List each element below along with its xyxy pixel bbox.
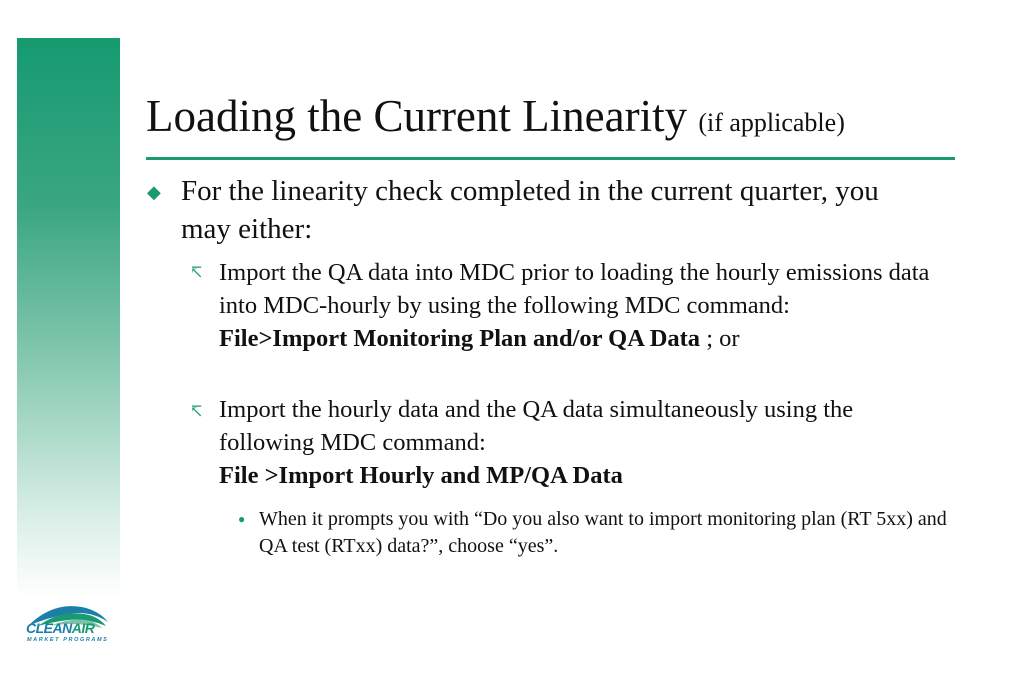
diamond-bullet-icon: ◆ — [147, 182, 161, 202]
page-title — [146, 88, 845, 151]
title-divider — [146, 157, 955, 160]
logo-tagline: MARKET PROGRAMS — [27, 637, 109, 643]
intro-bullet: For the linearity check completed in the current quarter, you may either: — [181, 175, 879, 245]
option1-bullet — [219, 256, 939, 355]
dot-bullet-icon: ● — [238, 512, 246, 526]
arrow-bullet-icon: ↸ — [190, 404, 204, 421]
option2-text: Import the hourly data and the QA data simultaneously using the following MDC command: — [219, 396, 854, 456]
prompt-note: When it prompts you with “Do you also want to import monitoring plan (RT 5xx) and QA test (RTxx) data?”, choose “yes”. — [259, 508, 947, 557]
option2-bullet — [219, 393, 939, 492]
title-note: (if applicable) — [698, 108, 845, 137]
option1-text: Import the QA data into MDC prior to loading the hourly emissions data into MDC-hourly by using the following MDC command: — [219, 259, 930, 319]
title-main: Loading the Current Linearity — [146, 91, 688, 141]
arrow-bullet-icon: ↸ — [190, 265, 204, 282]
option1-suffix: ; or — [700, 325, 740, 352]
option2-command: File >Import Hourly and MP/QA Data — [219, 462, 623, 489]
logo-word-air: AIR — [71, 620, 95, 636]
option1-command: File>Import Monitoring Plan and/or QA Data — [219, 325, 701, 352]
logo-word-clean: CLEAN — [26, 620, 72, 636]
logo-wordmark — [26, 620, 94, 636]
sidebar-gradient — [17, 38, 120, 598]
